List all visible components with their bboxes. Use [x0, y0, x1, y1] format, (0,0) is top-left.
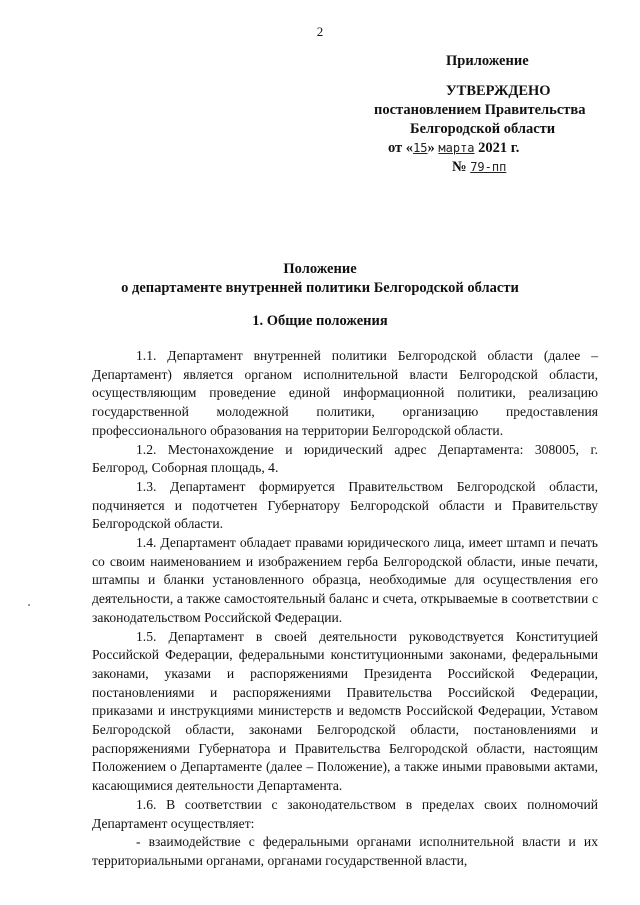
- date-prefix: от «: [388, 140, 414, 156]
- paragraph-1-1: 1.1. Департамент внутренней политики Белгородской области (далее – Департамент) является органом исполнительной власти Белгородской области, осуществляющим проведение единой информационной политики, реализацию государственной молодежной политики, организацию предоставления профессионального образования на территории Белгородской области.: [92, 348, 598, 438]
- paragraph-1-3: 1.3. Департамент формируется Правительством Белгородской области, подчиняется и подотчетен Губернатору Белгородской области и Правительству Белгородской области.: [92, 478, 598, 532]
- scan-speck: [28, 604, 30, 606]
- paragraph-1-4: 1.4. Департамент обладает правами юридического лица, имеет штамп и печать со своим наименованием и изображением герба Белгородской области, иные печати, штампы и бланки установленного образца, необходимые для осуществления его деятельности, а также самостоятельный баланс и счета, открываемые в соответствии с законодательством Российской Федерации.: [92, 535, 598, 625]
- title-line-2: о департаменте внутренней политики Белгородской области: [121, 280, 519, 296]
- approval-line-resolution: постановлением Правительства: [374, 102, 586, 118]
- paragraph-1-2: 1.2. Местонахождение и юридический адрес Департамента: 308005, г. Белгород, Соборная площадь, 4.: [92, 441, 598, 476]
- date-mid: »: [427, 140, 439, 156]
- date-day: 15: [413, 141, 428, 155]
- appendix-label: Приложение: [446, 53, 529, 69]
- paragraph-1-5: 1.5. Департамент в своей деятельности руководствуется Конституцией Российской Федерации, федеральными конституционными законами, федеральными законами, указами и распоряжениями Президента Российской Федерации, постановлениями и распоряжениями Правительства Российской Федерации, приказами и инструкциями министерств и ведомств Российской Федерации, Уставом Белгородской области, законами Белгородской области, постановлениями и распоряжениями Губернатора и Правительства Белгородской области, настоящим Положением о Департаменте (далее – Положение), а также иными правовыми актами, касающимися деятельности Департамента.: [92, 628, 598, 794]
- page-number: 2: [316, 24, 324, 39]
- document-title: [0, 260, 640, 298]
- approved-label: УТВЕРЖДЕНО: [446, 83, 551, 99]
- paragraph-1-6: 1.6. В соответствии с законодательством в пределах своих полномочий Департамент осуществляет:: [92, 796, 598, 831]
- date-month: марта: [438, 141, 475, 155]
- date-suffix: 2021 г.: [474, 140, 520, 156]
- section-title: 1. Общие положения: [252, 313, 388, 329]
- number-prefix: №: [452, 159, 471, 175]
- body-text: [92, 347, 598, 871]
- paragraph-1-6-item: - взаимодействие с федеральными органами исполнительной власти и их территориальными органами, органами государственной власти,: [92, 834, 598, 868]
- title-line-1: Положение: [283, 261, 357, 277]
- approval-date: [388, 139, 519, 158]
- approval-line-region: Белгородской области: [410, 121, 556, 137]
- approval-number: [452, 158, 506, 177]
- number-value: 79-пп: [470, 160, 507, 174]
